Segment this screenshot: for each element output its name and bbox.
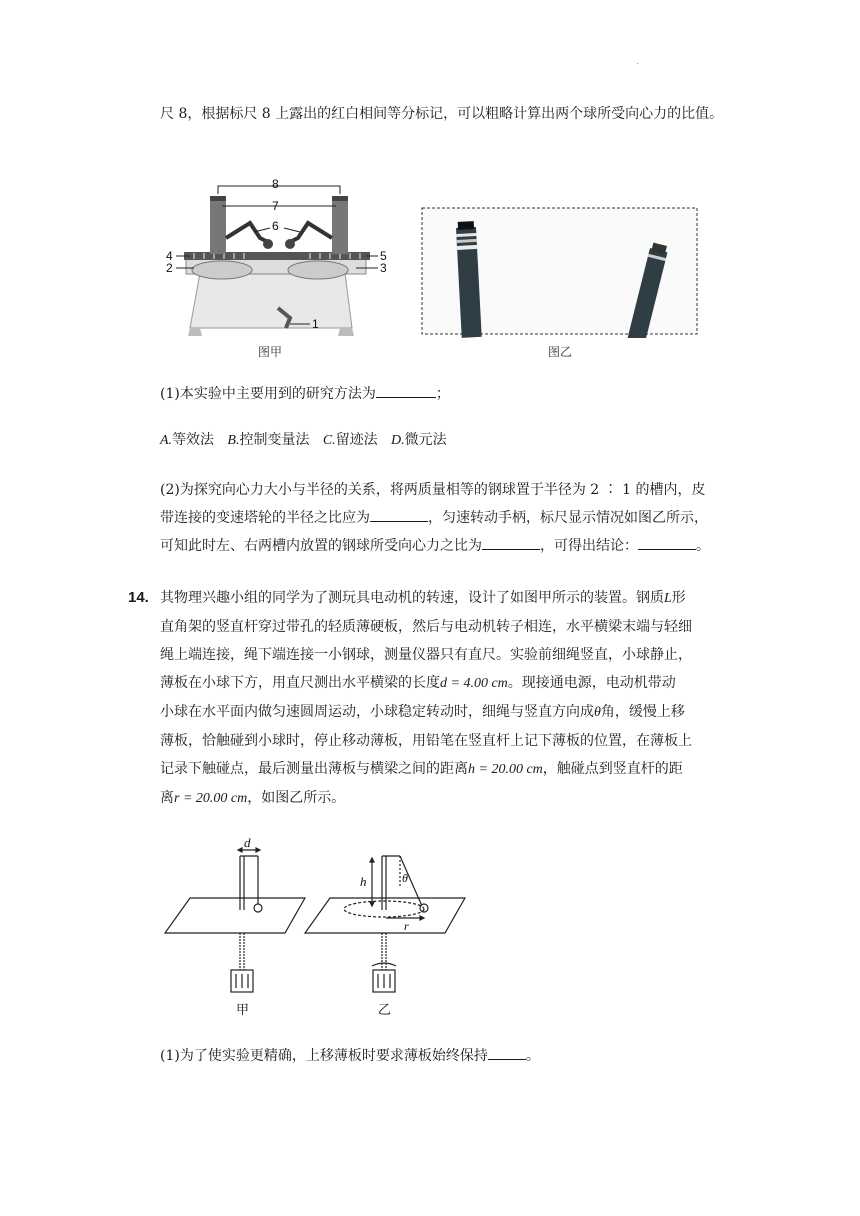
- apparatus-left-photo: [166, 178, 387, 336]
- label-h: h: [360, 874, 367, 889]
- q13-2-line1: (2)为探究向心力大小与半径的关系，将两质量相等的钢球置于半径为 2 ∶ 1 的槽内，皮: [160, 482, 706, 498]
- label-8: 8: [272, 178, 279, 191]
- option-a[interactable]: A.等效法: [160, 432, 215, 448]
- answer-blank[interactable]: [488, 1043, 526, 1060]
- caption-yi: 乙: [378, 1003, 392, 1018]
- question-14-part-1: [160, 1042, 740, 1070]
- figure-apparatus: [160, 178, 705, 338]
- label-5: 5: [380, 249, 387, 263]
- options-row: [160, 426, 740, 455]
- q14-1-text: (1)为了使实验更精确，上移薄板时要求薄板始终保持: [160, 1048, 488, 1064]
- q13-1-text: (1)本实验中主要用到的研究方法为: [160, 386, 376, 402]
- header-mark: ·: [636, 58, 640, 69]
- option-b[interactable]: B.控制变量法: [227, 432, 310, 448]
- answer-blank[interactable]: [638, 533, 696, 550]
- label-theta: θ: [402, 871, 408, 885]
- label-2: 2: [166, 261, 173, 275]
- q13-1-end: ；: [435, 386, 450, 402]
- answer-blank[interactable]: [370, 505, 428, 522]
- label-1: 1: [312, 317, 319, 331]
- ruler-closeup-photo: [422, 208, 697, 338]
- caption-fig-yi: 图乙: [548, 345, 573, 359]
- answer-blank[interactable]: [482, 533, 540, 550]
- caption-jia: 甲: [236, 1003, 250, 1018]
- label-r: r: [404, 919, 409, 933]
- label-7: 7: [272, 199, 279, 213]
- figure-plate-diagram: [160, 838, 480, 1018]
- question-13-part-2: [160, 476, 740, 560]
- caption-fig-jia: 图甲: [258, 345, 283, 359]
- question-14-number: 14.: [128, 589, 149, 606]
- option-c[interactable]: C.留迹法: [322, 432, 378, 448]
- label-6: 6: [272, 219, 279, 233]
- label-d: d: [244, 838, 251, 850]
- question-14-body: 其物理兴趣小组的同学为了测玩具电动机的转速，设计了如图甲所示的装置。钢质L形 直角架的竖直杆穿过带孔的轻质薄硬板，然后与电动机转子相连，水平横梁末端与轻细 绳上端连接，绳下端连接一小钢球，测量仪器只有直尺。实验前细绳竖直，小球静止， 薄板在小球下方，用直尺测出水平横梁的长度d = 4.00 cm。现接通电源，电动机带动 小球在水平面内做匀速圆周运动，小球稳定转动时，细绳与竖直方向成θ角，缓慢上移 薄板，恰触碰到小球时，停止移动薄板，用铅笔在竖直杆上记下薄板的位置，在薄板上 记录下触碰点，最后测量出薄板与横梁之间的距离h = 20.00 cm，触碰点到竖直杆的距 离r = 20.00 cm，如图乙所示。: [160, 590, 692, 806]
- option-d[interactable]: D.微元法: [391, 432, 447, 448]
- q13-2-line3: 可知此时左、右两槽内放置的钢球所受向心力之比为 ，可得出结论： 。: [160, 532, 740, 560]
- label-3: 3: [380, 261, 387, 275]
- q13-2-line2: 带连接的变速塔轮的半径之比应为 ，匀速转动手柄，标尺显示情况如图乙所示，: [160, 504, 740, 532]
- q14-1-end: 。: [525, 1048, 540, 1064]
- label-4: 4: [166, 249, 173, 263]
- question-13-part-1: [160, 380, 740, 408]
- intro-paragraph: 尺 8，根据标尺 8 上露出的红白相间等分标记，可以粗略计算出两个球所受向心力的比值。: [160, 106, 724, 122]
- answer-blank[interactable]: [376, 381, 436, 398]
